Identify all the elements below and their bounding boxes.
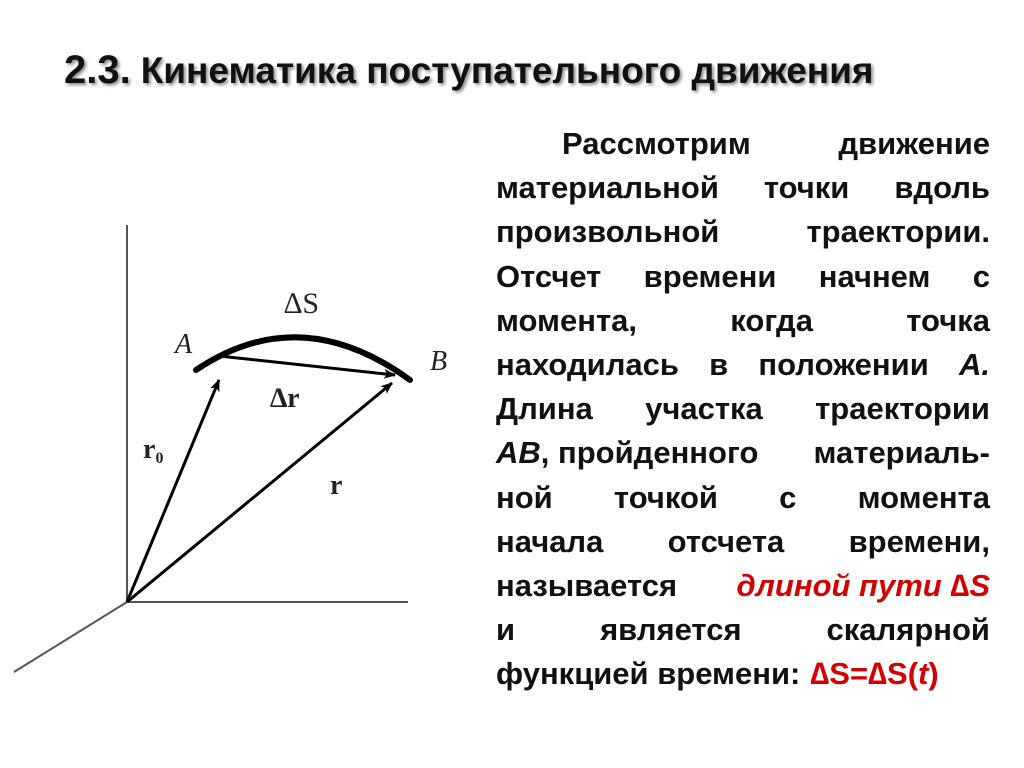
word: является (600, 612, 742, 648)
text-line (496, 343, 990, 387)
word: траектории. (806, 214, 990, 250)
label-r0 (143, 434, 163, 467)
word: положении (758, 346, 929, 382)
word: движение (838, 126, 990, 161)
word: скалярной (826, 612, 990, 648)
word: времени (643, 258, 777, 294)
text-line (496, 387, 990, 431)
word: Отсчет (496, 258, 602, 294)
text-line (496, 608, 990, 652)
vector-r (127, 383, 392, 602)
text-line (496, 299, 990, 343)
word: начнем (818, 258, 931, 294)
word: траектории (815, 391, 990, 427)
vector-r0 (127, 380, 219, 602)
text-group (496, 431, 758, 475)
text-line (496, 520, 990, 564)
text-line (496, 431, 990, 475)
word: и (496, 612, 516, 648)
label-r: r (330, 470, 343, 501)
word: точкой (613, 479, 718, 515)
label-delta-s: ∆S (284, 287, 320, 320)
formula-part: ) (928, 656, 939, 692)
word: точки (763, 170, 850, 206)
text-line (496, 122, 990, 166)
word: AB (496, 435, 541, 471)
word: Рассмотрим (562, 126, 751, 161)
text-line (496, 210, 990, 254)
text-line (496, 166, 990, 210)
label-delta-r: ∆r (270, 383, 300, 414)
word: времени, (848, 523, 990, 559)
word: в (709, 346, 729, 382)
path-length-formula (810, 652, 938, 696)
word: отсчета (667, 523, 785, 559)
word: момента, (496, 302, 637, 338)
label-r0-main: r (143, 434, 156, 465)
word: материальной (496, 170, 719, 206)
word: точка (906, 302, 990, 338)
section-number: 2.3. (64, 48, 131, 92)
word: момента (857, 479, 990, 515)
word: , пройденного (540, 435, 759, 471)
text-line (496, 564, 990, 608)
formula-variable: t (918, 656, 929, 692)
word: материаль- (813, 435, 990, 471)
label-A: A (175, 329, 193, 360)
word: вдоль (894, 170, 990, 206)
word: функцией времени: (496, 656, 801, 692)
word: участка (645, 391, 763, 427)
z-axis (14, 602, 127, 672)
kinematics-diagram (0, 200, 470, 690)
formula-part: ∆S=∆S( (810, 656, 919, 692)
word: с (972, 258, 990, 294)
word: с (779, 479, 797, 515)
slide-title (64, 48, 873, 93)
word: Длина (496, 391, 593, 427)
label-B: B (430, 346, 448, 377)
text-line (496, 652, 990, 696)
word: A. (958, 346, 990, 382)
path-length-term: длиной пути ∆S (736, 567, 990, 603)
text-line (496, 476, 990, 520)
word: называется (496, 567, 678, 603)
word: произвольной (496, 214, 720, 250)
description-paragraph (496, 122, 990, 696)
text-line (496, 255, 990, 299)
section-title: Кинематика поступательного движения (140, 50, 874, 91)
word: находилась (496, 346, 679, 382)
word: ной (496, 479, 553, 515)
label-r0-sub: 0 (155, 450, 164, 467)
vector-delta-r (219, 356, 395, 375)
word: когда (730, 302, 813, 338)
word: начала (496, 523, 604, 559)
